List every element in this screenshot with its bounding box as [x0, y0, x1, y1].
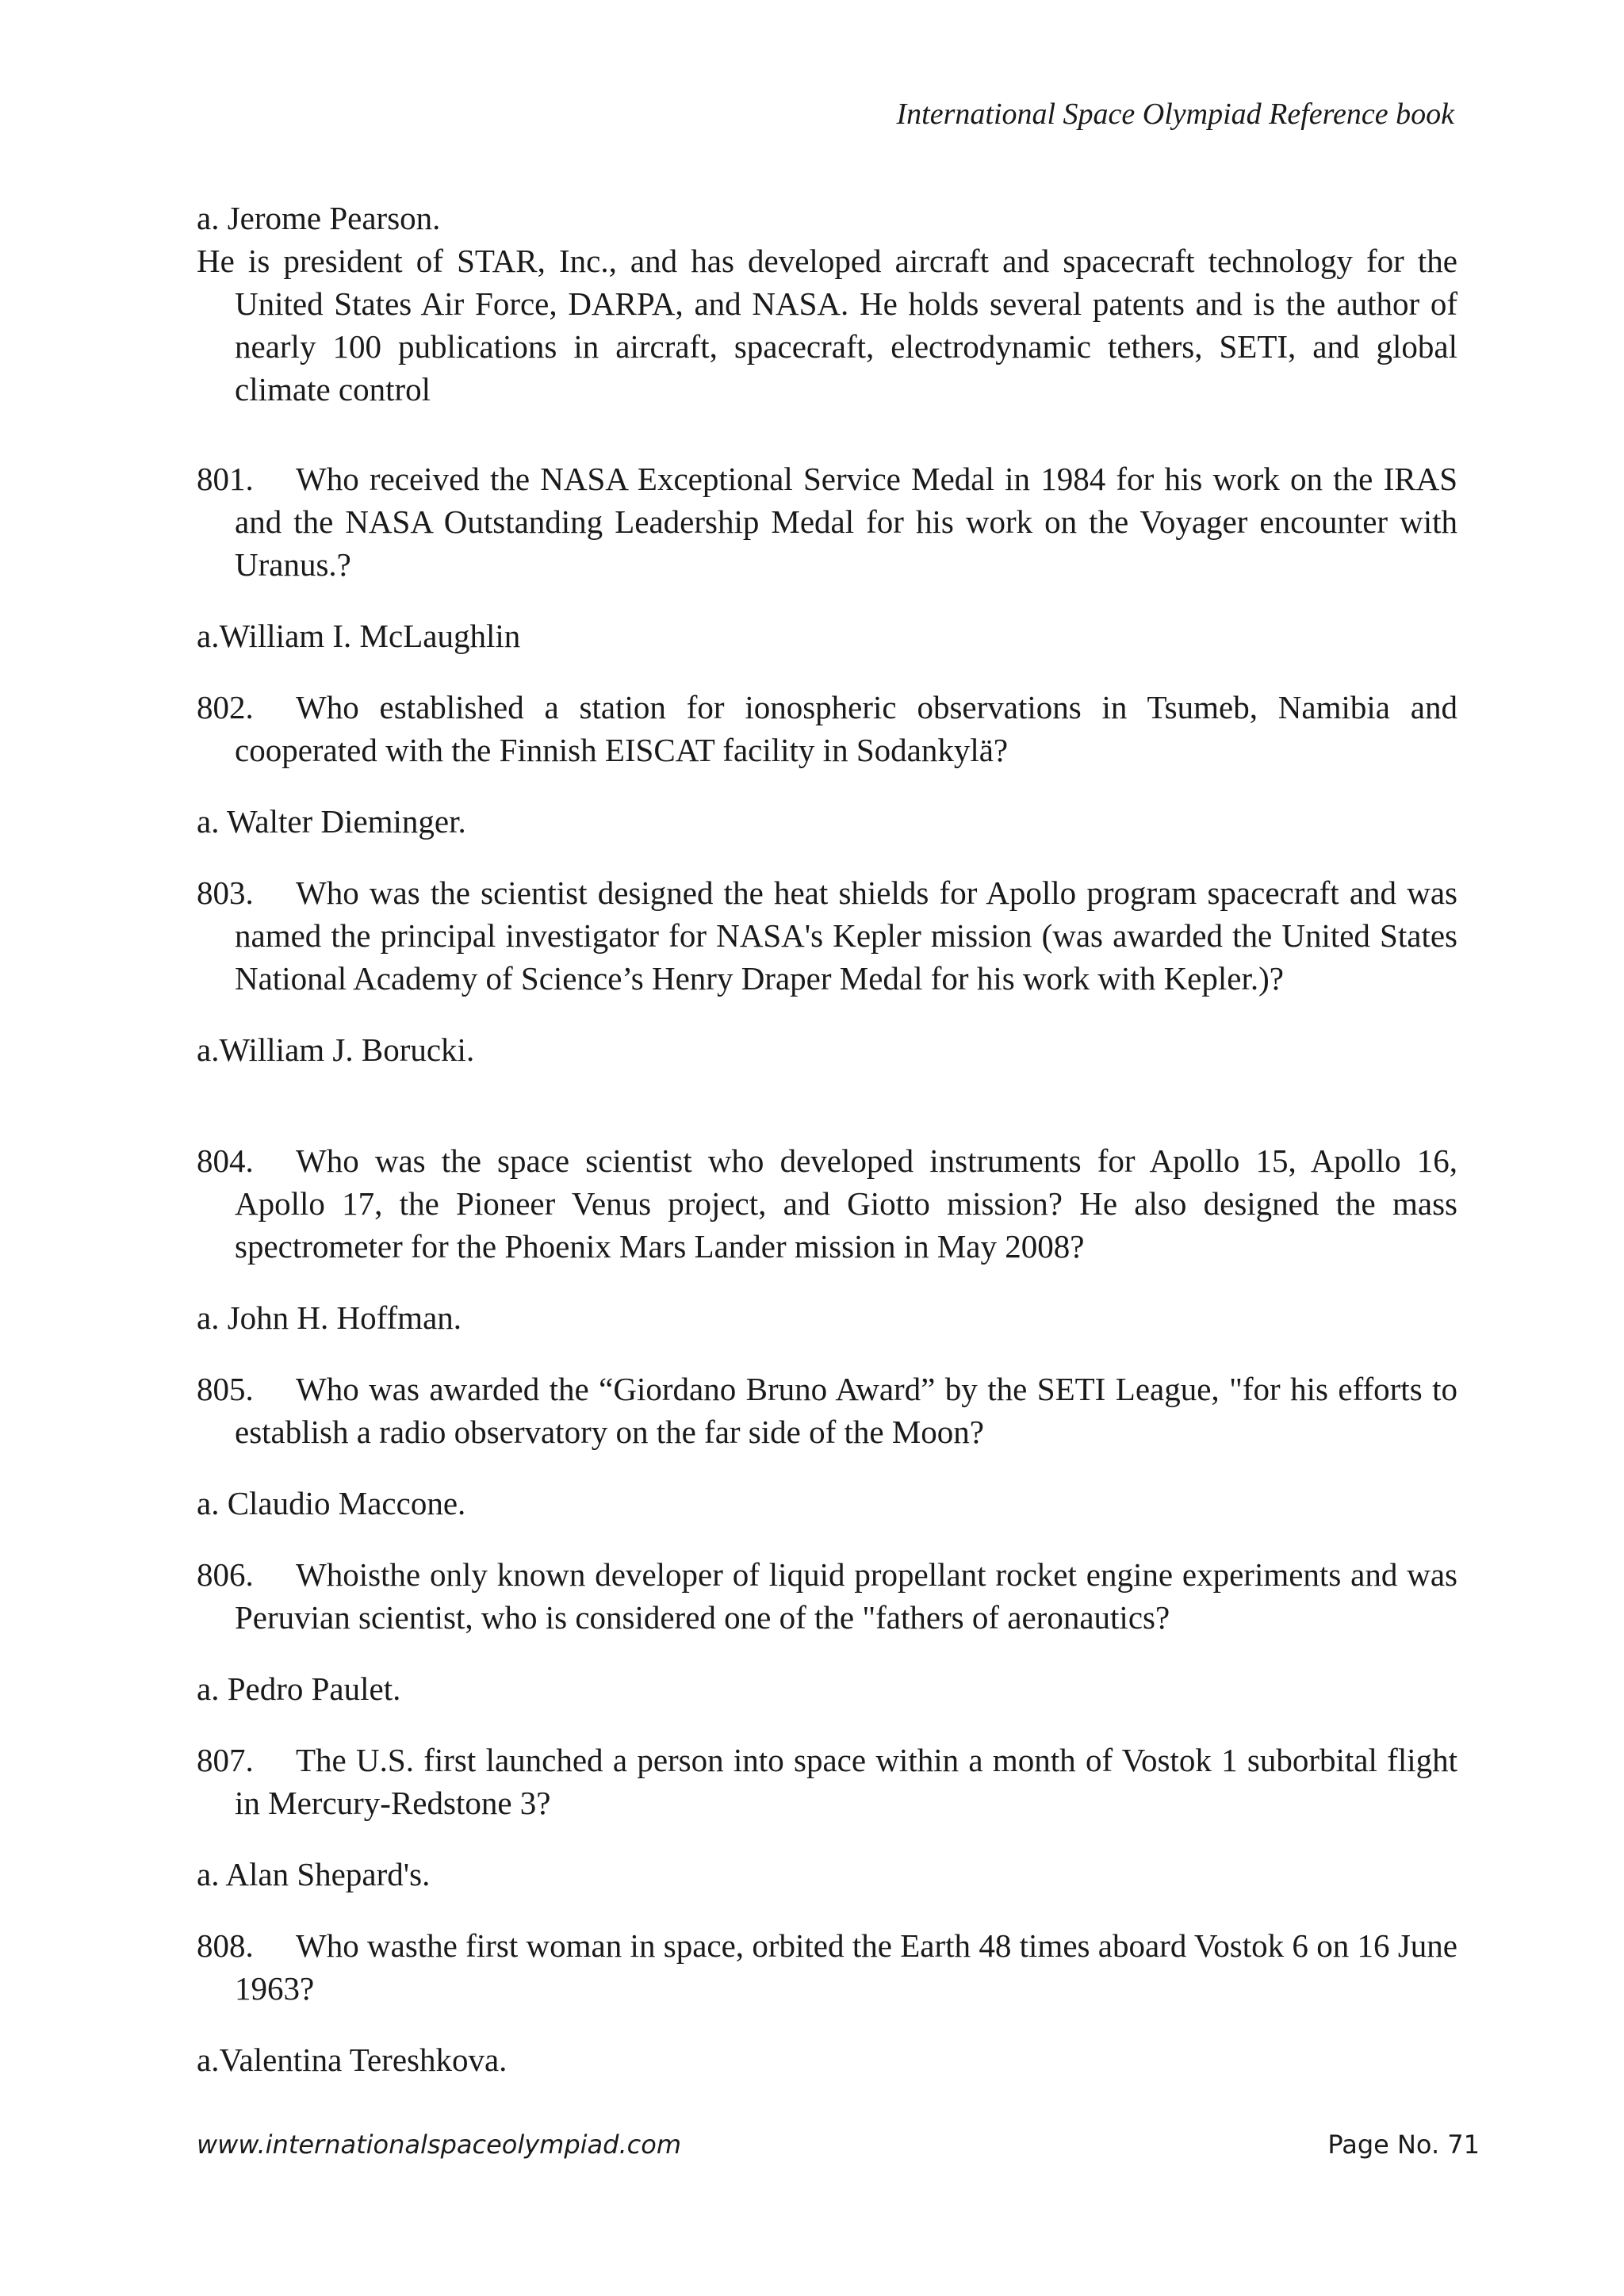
question-number: 807. — [197, 1742, 254, 1778]
question-text: Who received the NASA Exceptional Service Medal in 1984 for his work on the IRAS and the NASA Outstanding Leadership Medal for his work on the Voyager encounter with Uranus.? — [235, 461, 1457, 583]
answer-806: a. Pedro Paulet. — [197, 1670, 401, 1707]
question-text: Who was awarded the “Giordano Bruno Award” by the SETI League, "for his efforts to establish a radio observatory on the far side of the Moon? — [235, 1371, 1457, 1450]
answer-803: a.William J. Borucki. — [197, 1031, 475, 1068]
question-801 — [197, 457, 1457, 586]
question-number: 805. — [197, 1371, 254, 1407]
question-number: 804. — [197, 1142, 254, 1179]
answer-808: a.Valentina Tereshkova. — [197, 2042, 508, 2078]
question-806 — [197, 1553, 1457, 1639]
question-803 — [197, 871, 1457, 1000]
question-807 — [197, 1739, 1457, 1824]
question-number: 803. — [197, 874, 254, 911]
question-805 — [197, 1368, 1457, 1453]
answer-801: a.William I. McLaughlin — [197, 618, 521, 654]
answer-807: a. Alan Shepard's. — [197, 1856, 431, 1892]
intro-answer: a. Jerome Pearson. — [197, 200, 441, 236]
question-number: 801. — [197, 461, 254, 497]
intro-bio: He is president of STAR, Inc., and has developed aircraft and spacecraft technology for the United States Air Force, DARPA, and NASA. He holds several patents and is the author of nearly 100 publications in aircraft, spacecraft, electrodynamic tethers, SETI, and global climate control — [197, 243, 1457, 408]
answer-805: a. Claudio Maccone. — [197, 1485, 466, 1521]
question-804 — [197, 1139, 1457, 1268]
question-number: 808. — [197, 1927, 254, 1964]
question-text: Whoisthe only known developer of liquid propellant rocket engine experiments and was Peruvian scientist, who is considered one of the "fathers of aeronautics? — [235, 1556, 1457, 1636]
question-text: Who was the space scientist who developed instruments for Apollo 15, Apollo 16, Apollo 17, the Pioneer Venus project, and Giotto mission? He also designed the mass spectrometer for the Phoenix Mars Lander mission in May 2008? — [235, 1142, 1457, 1265]
footer-url: www.internationalspaceolympiad.com — [197, 2130, 681, 2160]
answer-802: a. Walter Dieminger. — [197, 803, 466, 840]
question-808 — [197, 1924, 1457, 2010]
question-text: Who was the scientist designed the heat shields for Apollo program spacecraft and was named the principal investigator for NASA's Kepler mission (was awarded the United States National Academy of Science’s Henry Draper Medal for his work with Kepler.)? — [235, 874, 1457, 997]
question-text: The U.S. first launched a person into space within a month of Vostok 1 suborbital flight in Mercury-Redstone 3? — [235, 1742, 1457, 1821]
question-number: 802. — [197, 689, 254, 725]
answer-804: a. John H. Hoffman. — [197, 1299, 462, 1336]
question-802 — [197, 686, 1457, 771]
running-header: International Space Olympiad Reference book — [896, 98, 1454, 131]
question-number: 806. — [197, 1556, 254, 1593]
question-text: Who established a station for ionospheric observations in Tsumeb, Namibia and cooperated with the Finnish EISCAT facility in Sodankylä? — [235, 689, 1457, 768]
footer-page-number: Page No. 71 — [1327, 2130, 1480, 2160]
question-text: Who wasthe first woman in space, orbited the Earth 48 times aboard Vostok 6 on 16 June 1963? — [235, 1927, 1457, 2007]
page-content — [197, 197, 1457, 2081]
